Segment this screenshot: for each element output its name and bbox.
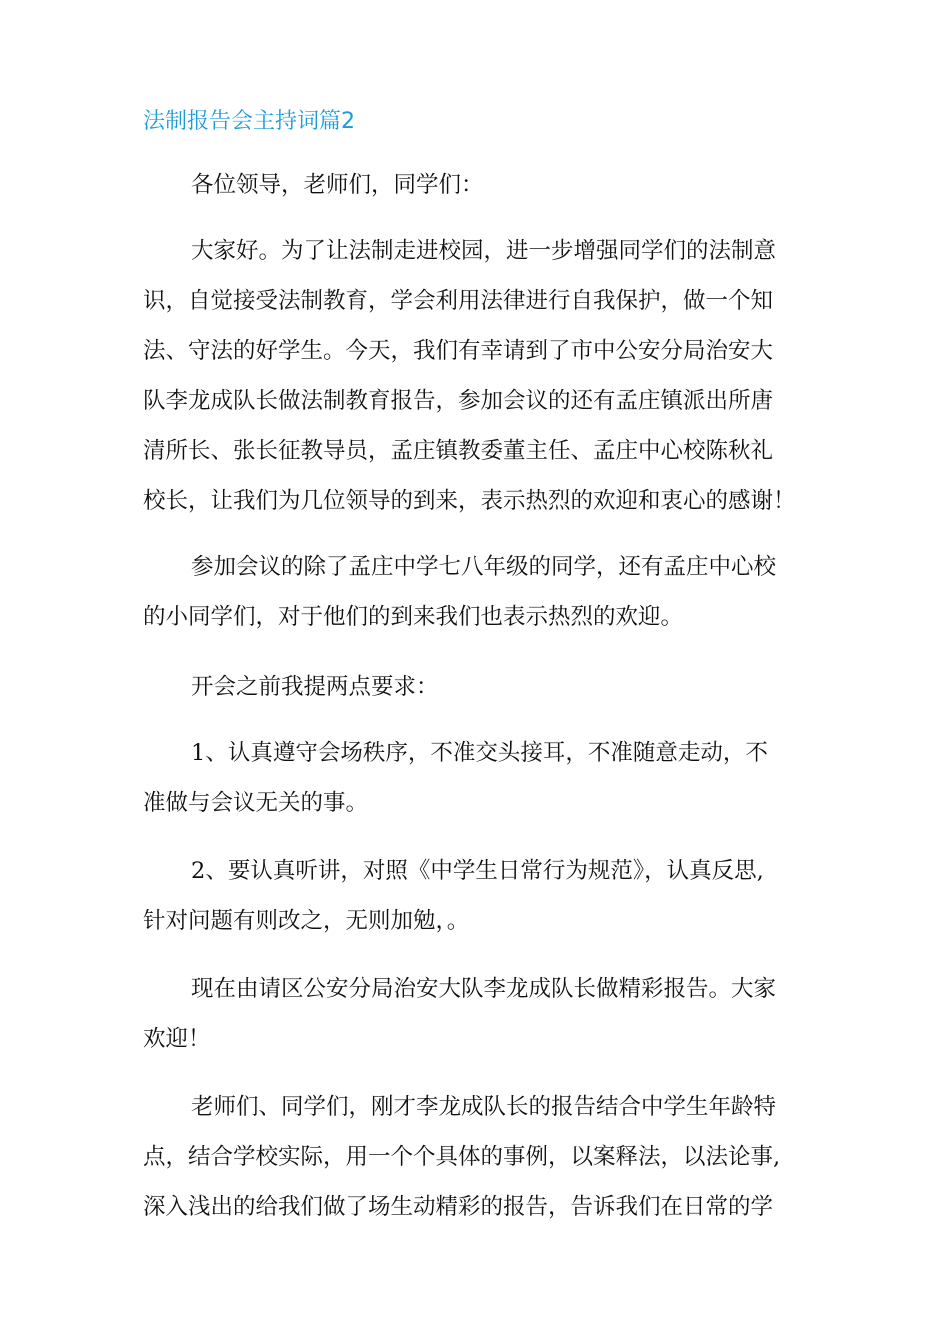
section-heading: 法制报告会主持词篇2 bbox=[143, 109, 355, 134]
text-line: 针对问题有则改之，无则加勉，。 bbox=[143, 908, 470, 934]
text-line: 校长，让我们为几位领导的到来，表示热烈的欢迎和衷心的感谢！ bbox=[143, 488, 796, 514]
text-line: 欢迎！ bbox=[143, 1026, 211, 1052]
text-line: 的小同学们，对于他们的到来我们也表示热烈的欢迎。 bbox=[143, 604, 684, 630]
text-line: 队李龙成队长做法制教育报告，参加会议的还有孟庄镇派出所唐 bbox=[143, 388, 774, 414]
greeting-paragraph bbox=[143, 160, 810, 210]
text-line: 2、要认真听讲，对照《中学生日常行为规范》，认真反思, bbox=[191, 858, 764, 884]
text-line: 开会之前我提两点要求： bbox=[191, 674, 439, 700]
text-line: 识，自觉接受法制教育，学会利用法律进行自我保护，做一个知 bbox=[143, 288, 774, 314]
attendees-paragraph bbox=[143, 542, 810, 642]
text-line: 深入浅出的给我们做了场生动精彩的报告，告诉我们在日常的学 bbox=[143, 1194, 774, 1220]
text-line: 参加会议的除了孟庄中学七八年级的同学，还有孟庄中心校 bbox=[191, 554, 777, 580]
text-line: 现在由请区公安分局治安大队李龙成队长做精彩报告。大家 bbox=[191, 976, 777, 1002]
text-line: 大家好。为了让法制走进校园，进一步增强同学们的法制意 bbox=[191, 238, 777, 264]
requirement-1-paragraph bbox=[143, 728, 810, 828]
requirements-intro-paragraph bbox=[143, 662, 810, 712]
text-line: 法、守法的好学生。今天，我们有幸请到了市中公安分局治安大 bbox=[143, 338, 774, 364]
text-line: 准做与会议无关的事。 bbox=[143, 790, 369, 816]
welcome-paragraph bbox=[143, 226, 810, 526]
text-line: 清所长、张长征教导员，孟庄镇教委董主任、孟庄中心校陈秋礼 bbox=[143, 438, 774, 464]
text-line: 老师们、同学们，刚才李龙成队长的报告结合中学生年龄特 bbox=[191, 1094, 777, 1120]
closing-paragraph bbox=[143, 1082, 810, 1232]
report-intro-paragraph bbox=[143, 964, 810, 1064]
text-line: 各位领导，老师们，同学们： bbox=[191, 172, 484, 198]
text-line: 1、认真遵守会场秩序，不准交头接耳，不准随意走动，不 bbox=[191, 740, 768, 766]
requirement-2-paragraph bbox=[143, 846, 810, 946]
text-line: 点，结合学校实际，用一个个具体的事例，以案释法，以法论事, bbox=[143, 1144, 781, 1170]
